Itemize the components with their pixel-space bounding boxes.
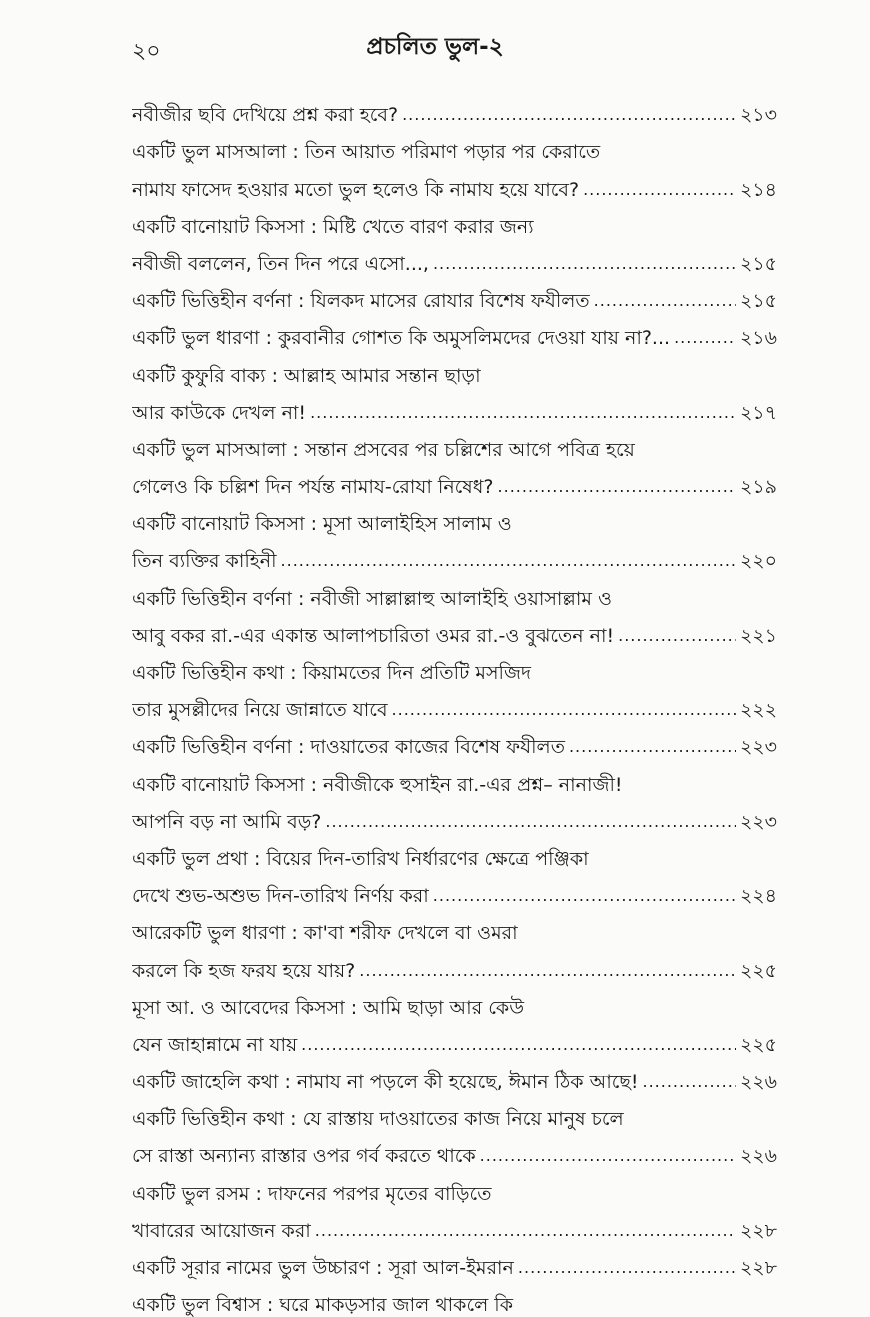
toc-line [132,573,777,610]
toc-entry-text: যেন জাহান্নামে না যায় [132,1033,298,1056]
toc-entry-text: একটি ভুল রসম : দাফনের পরপর মৃতের বাড়িতে [132,1182,492,1205]
toc-entry-text: আরেকটি ভুল ধারণা : কা'বা শরীফ দেখলে বা ওমরা [132,922,518,945]
toc-page-number: ২২৬ [739,1145,777,1168]
toc-line [132,834,777,871]
toc-line [132,350,777,387]
dot-leader [480,1144,736,1168]
toc-entry-text: গেলেও কি চল্লিশ দিন পর্যন্ত নামায-রোযা নিষেধ? [132,476,494,499]
dot-leader [301,1033,736,1057]
dot-leader [325,810,736,834]
dot-leader [569,735,736,759]
running-title: প্রচলিত ভুল-২ [366,34,504,60]
toc-entry-text: তার মুসল্লীদের নিয়ে জান্নাতে যাবে [132,699,388,722]
toc-line [132,276,777,313]
toc-line [132,945,777,982]
toc-line [132,388,777,425]
toc-page-number: ২২৪ [739,885,777,908]
dot-leader [433,884,736,908]
dot-leader [402,103,736,127]
toc-entry-text: দেখে শুভ-অশুভ দিন-তারিখ নির্ণয় করা [132,885,429,908]
toc-entry-text: একটি কুফুরি বাক্য : আল্লাহ আমার সন্তান ছাড়া [132,364,481,387]
dot-leader [359,959,736,983]
toc-entry-text: আবু বকর রা.-এর একান্ত আলাপচারিতা ওমর রা.-ও বুঝতেন না! [132,624,615,647]
dot-leader [643,1070,736,1094]
toc-entry-text: একটি বানোয়াট কিসসা : নবীজীকে হুসাইন রা.-এর প্রশ্ন– নানাজী! [132,773,623,796]
table-of-contents [132,90,777,1317]
toc-entry-text: একটি ভুল বিশ্বাস : ঘরে মাকড়সার জাল থাকলে কি [132,1294,514,1317]
toc-entry-text: আপনি বড় না আমি বড়? [132,810,322,833]
page-number: ২০ [132,39,161,64]
toc-line [132,722,777,759]
toc-line [132,648,777,685]
toc-page-number: ২১৩ [739,104,777,127]
toc-line [132,611,777,648]
dot-leader [433,252,736,276]
toc-line [132,1020,777,1057]
dot-leader [518,1256,736,1280]
toc-line [132,536,777,573]
toc-entry-text: একটি ভিত্তিহীন কথা : যে রাস্তায় দাওয়াতের কাজ নিয়ে মানুষ চলে [132,1108,624,1131]
toc-entry-text: নবীজীর ছবি দেখিয়ে প্রশ্ন করা হবে? [132,104,399,127]
toc-entry-text: একটি ভুল ধারণা : কুরবানীর গোশত কি অমুসলিমদের দেওয়া যায় না?... [132,327,671,350]
toc-entry-text: সে রাস্তা অন্যান্য রাস্তার ওপর গর্ব করতে থাকে [132,1145,476,1168]
toc-line [132,1168,777,1205]
toc-line [132,983,777,1020]
toc-line [132,462,777,499]
toc-line [132,164,777,201]
toc-entry-text: একটি ভিত্তিহীন বর্ণনা : যিলকদ মাসের রোযার বিশেষ ফযীলত [132,290,590,313]
toc-entry-text: একটি বানোয়াট কিসসা : মূসা আলাইহিস সালাম ও [132,513,512,536]
toc-line [132,1131,777,1168]
toc-entry-text: নামায ফাসেদ হওয়ার মতো ভুল হলেও কি নামায হয়ে যাবে? [132,178,580,201]
toc-entry-text: একটি জাহেলি কথা : নামায না পড়লে কী হয়েছে, ঈমান ঠিক আছে! [132,1071,639,1094]
toc-line [132,239,777,276]
toc-page-number: ২২৫ [739,959,777,982]
toc-line [132,1243,777,1280]
toc-entry-text: একটি বানোয়াট কিসসা : মিষ্টি খেতে বারণ করার জন্য [132,215,534,238]
toc-page-number: ২২৮ [739,1257,777,1279]
toc-page-number: ২২৬ [739,1071,777,1094]
toc-page-number: ২২৩ [739,810,777,833]
dot-leader [618,624,736,648]
toc-line [132,1280,777,1317]
toc-entry-text: মূসা আ. ও আবেদের কিসসা : আমি ছাড়া আর কেউ [132,996,524,1019]
toc-page-number: ২১৫ [739,252,777,275]
toc-page-number: ২১৪ [739,178,777,201]
toc-line [132,313,777,350]
toc-line [132,1057,777,1094]
toc-entry-text: একটি ভিত্তিহীন বর্ণনা : দাওয়াতের কাজের বিশেষ ফযীলত [132,736,565,759]
toc-page-number: ২২৩ [739,736,777,759]
dot-leader [498,475,736,499]
toc-page-number: ২১৬ [739,327,777,350]
toc-entry-text: করলে কি হজ ফরয হয়ে যায়? [132,959,356,982]
toc-line [132,685,777,722]
toc-entry-text: একটি ভুল মাসআলা : সন্তান প্রসবের পর চল্লিশের আগে পবিত্র হয়ে [132,438,635,461]
toc-entry-text: আর কাউকে দেখল না! [132,401,307,424]
toc-entry-text: একটি ভিত্তিহীন কথা : কিয়ামতের দিন প্রতিটি মসজিদ [132,662,531,684]
toc-line [132,871,777,908]
toc-entry-text: একটি ভুল মাসআলা : তিন আয়াত পরিমাণ পড়ার পর কেরাতে [132,141,601,164]
toc-line [132,499,777,536]
dot-leader [310,401,736,425]
toc-page-number: ২১৭ [739,401,777,424]
toc-page-number: ২২২ [739,699,777,722]
toc-entry-text: একটি ভিত্তিহীন বর্ণনা : নবীজী সাল্লাল্লাহু আলাইহি ওয়াসাল্লাম ও [132,587,613,610]
dot-leader [674,326,736,350]
toc-page-number: ২২৮ [739,1219,777,1242]
toc-page-number: ২১৫ [739,290,777,313]
toc-line [132,90,777,127]
toc-page-number: ২২০ [739,550,777,573]
dot-leader [392,698,736,722]
dot-leader [594,289,736,313]
toc-entry-text: খাবারের আয়োজন করা [132,1219,311,1242]
toc-entry-text: নবীজী বললেন, তিন দিন পরে এসো..., [132,252,429,275]
dot-leader [315,1219,736,1243]
toc-entry-text: একটি ভুল প্রথা : বিয়ের দিন-তারিখ নির্ধারণের ক্ষেত্রে পঞ্জিকা [132,847,589,870]
toc-line [132,1206,777,1243]
toc-page-number: ২২৫ [739,1033,777,1056]
toc-line [132,1094,777,1131]
toc-line [132,759,777,796]
toc-line [132,797,777,834]
page-header [0,26,870,66]
dot-leader [281,549,736,573]
toc-line [132,202,777,239]
toc-entry-text: তিন ব্যক্তির কাহিনী [132,550,277,573]
dot-leader [583,178,736,202]
toc-entry-text: একটি সূরার নামের ভুল উচ্চারণ : সূরা আল-ইমরান [132,1257,514,1279]
toc-line [132,908,777,945]
toc-line [132,425,777,462]
toc-page-number: ২২১ [739,624,777,647]
toc-line [132,127,777,164]
toc-page-number: ২১৯ [739,476,777,499]
